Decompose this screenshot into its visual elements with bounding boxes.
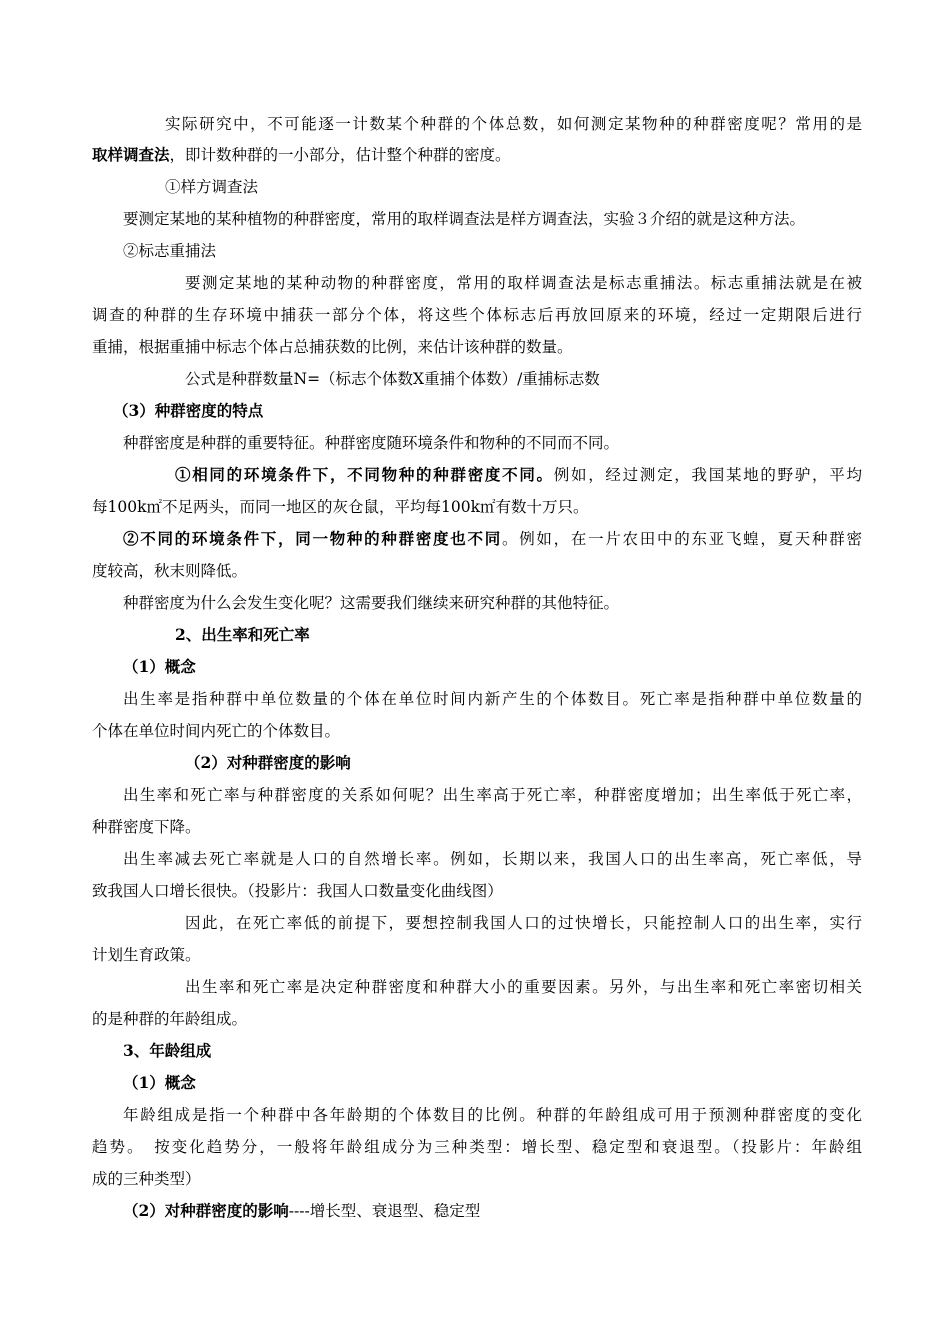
paragraph-factors-line2: 的是种群的年龄组成。 — [92, 1010, 248, 1028]
heading-age-structure: 3、年龄组成 — [123, 1041, 212, 1060]
heading-quadrat-method: ①样方调查法 — [165, 178, 259, 196]
paragraph-sampling-intro: 实际研究中，不可能逐一计数某个种群的个体总数，如何测定某物种的种群密度呢？常用的是 — [165, 115, 862, 133]
paragraph-birth-rate-line2: 个体在单位时间内死亡的个体数目。 — [92, 722, 341, 740]
heading-mark-recapture: ②标志重捕法 — [123, 242, 217, 260]
point-1-bold: ①相同的环境条件下，不同物种的种群密度不同。 — [175, 465, 554, 484]
paragraph-quadrat-method: 要测定某地的某种植物的种群密度，常用的取样调查法是样方调查法，实验３介绍的就是这种方法。 — [123, 210, 806, 228]
paragraph-control-line2: 计划生育政策。 — [92, 946, 201, 964]
paragraph-density-features: 种群密度是种群的重要特征。种群密度随环境条件和物种的不同而不同。 — [123, 434, 620, 452]
sampling-definition-text: ，即计数种群的一小部分，估计整个种群的密度。 — [169, 146, 511, 164]
paragraph-birth-rate-line1: 出生率是指种群中单位数量的个体在单位时间内新产生的个体数目。死亡率是指种群中单位数量的 — [123, 690, 862, 708]
paragraph-natural-growth-line2: 致我国人口增长很快。（投影片：我国人口数量变化曲线图） — [92, 882, 503, 900]
paragraph-mark-recapture-line2: 调查的种群的生存环境中捕获一部分个体，将这些个体标志后再放回原来的环境，经过一定期限后进行 — [92, 306, 862, 324]
paragraph-relation-line1: 出生率和死亡率与种群密度的关系如何呢？出生率高于死亡率，种群密度增加；出生率低于死亡率， — [123, 786, 862, 804]
paragraph-sampling-definition — [92, 145, 862, 165]
heading-effect-2 — [123, 1201, 893, 1221]
paragraph-age-line2: 趋势。 按变化趋势分，一般将年龄组成分为三种类型：增长型、稳定型和衰退型。（投影片：年龄组 — [92, 1138, 862, 1156]
heading-concept-2: （1）概念 — [123, 1073, 196, 1092]
paragraph-density-change: 种群密度为什么会发生变化呢？这需要我们继续来研究种群的其他特征。 — [123, 594, 620, 612]
paragraph-mark-recapture-line3: 重捕，根据重捕中标志个体占总捕获数的比例，来估计该种群的数量。 — [92, 338, 573, 356]
heading-effect-2-types: ----增长型、衰退型、稳定型 — [288, 1202, 481, 1220]
paragraph-natural-growth-line1: 出生率减去死亡率就是人口的自然增长率。例如，长期以来，我国人口的出生率高，死亡率低，导 — [123, 850, 862, 868]
heading-birth-death-rate: 2、出生率和死亡率 — [175, 625, 310, 644]
point-1-line2: 每100k㎡不足两头，而同一地区的灰仓鼠，平均每100k㎡有数十万只。 — [92, 498, 589, 516]
paragraph-relation-line2: 种群密度下降。 — [92, 818, 201, 836]
paragraph-mark-recapture-line1: 要测定某地的某种动物的种群密度，常用的取样调查法是标志重捕法。标志重捕法就是在被 — [185, 274, 862, 292]
heading-effect-1: （2）对种群密度的影响 — [185, 753, 351, 772]
term-sampling-method: 取样调查法 — [92, 145, 170, 164]
point-2-line1 — [123, 529, 862, 549]
point-2-bold: ②不同的环境条件下，同一物种的种群密度也不同 — [123, 529, 502, 548]
paragraph-age-line3: 成的三种类型） — [92, 1170, 201, 1188]
paragraph-factors-line1: 出生率和死亡率是决定种群密度和种群大小的重要因素。另外，与出生率和死亡率密切相关 — [185, 978, 862, 996]
point-1-line1 — [175, 465, 862, 485]
point-1-text: 例如，经过测定，我国某地的野驴，平均 — [553, 466, 862, 484]
formula-population-size: 公式是种群数量N=（标志个体数X重捕个体数）/重捕标志数 — [185, 370, 600, 388]
point-2-text: 。例如，在一片农田中的东亚飞蝗，夏天种群密 — [501, 530, 862, 548]
paragraph-control-line1: 因此，在死亡率低的前提下，要想控制我国人口的过快增长，只能控制人口的出生率，实行 — [185, 914, 862, 932]
heading-density-features: （3）种群密度的特点 — [113, 401, 264, 420]
heading-concept-1: （1）概念 — [123, 657, 196, 676]
point-2-line2: 度较高，秋末则降低。 — [92, 562, 248, 580]
paragraph-age-line1: 年龄组成是指一个种群中各年龄期的个体数目的比例。种群的年龄组成可用于预测种群密度的变化 — [123, 1106, 862, 1124]
heading-effect-2-bold: （2）对种群密度的影响 — [123, 1201, 289, 1220]
